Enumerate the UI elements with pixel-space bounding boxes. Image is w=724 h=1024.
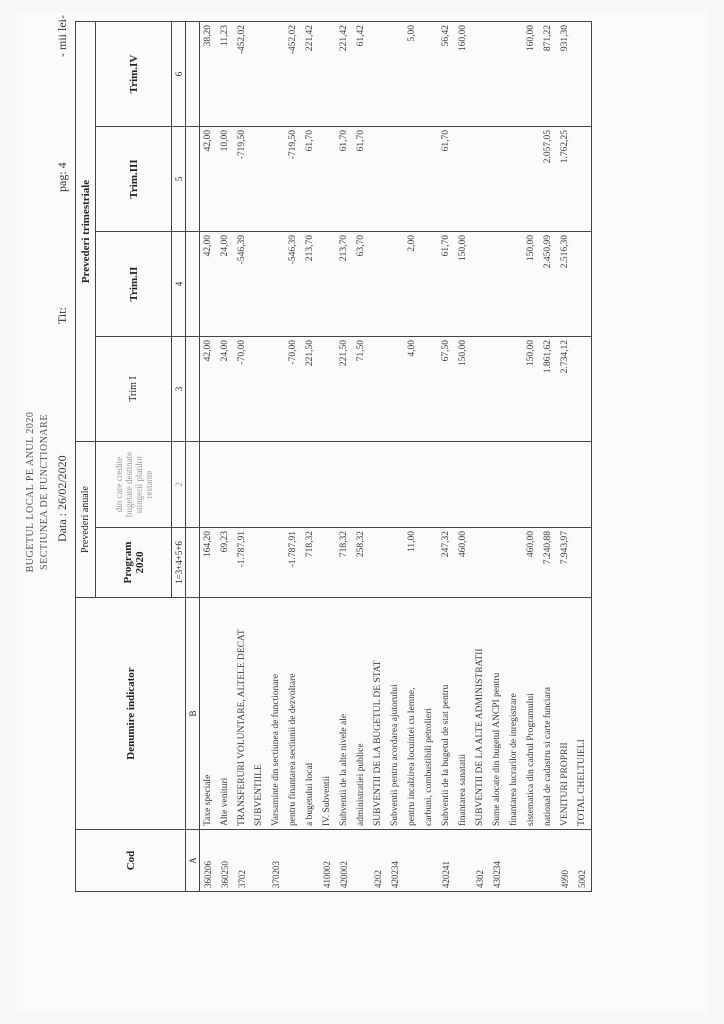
document-date: Data : 26/02/2020 xyxy=(55,455,69,542)
row-code: 4202 xyxy=(370,830,387,892)
row-name: finantarea sanatatii xyxy=(455,598,472,830)
index-4: 4 xyxy=(172,232,186,337)
row-name: Subventii de la alte nivele ale xyxy=(336,598,353,830)
budget-table xyxy=(75,21,592,892)
row-trim4: 160,00 xyxy=(455,22,472,127)
row-trim2: 42,00 xyxy=(200,232,218,337)
row-din-care xyxy=(404,442,421,528)
row-trim2: 2.516,30 xyxy=(557,232,574,337)
row-code: 410002 xyxy=(319,830,336,892)
row-name: Subventii pentru acordarea ajutorului xyxy=(387,598,404,830)
row-trim3: 61,70 xyxy=(302,127,319,232)
row-trim2: 2.450,99 xyxy=(540,232,557,337)
row-program: 460,00 xyxy=(455,528,472,598)
row-trim3 xyxy=(472,127,489,232)
row-din-care xyxy=(557,442,574,528)
row-trim4: 871,22 xyxy=(540,22,557,127)
row-trim2: 2,00 xyxy=(404,232,421,337)
row-trim2: 63,70 xyxy=(353,232,370,337)
table-row xyxy=(438,22,455,892)
row-trim3 xyxy=(319,127,336,232)
row-din-care xyxy=(574,442,592,528)
row-trim3 xyxy=(421,127,438,232)
row-code xyxy=(523,830,540,892)
row-trim1 xyxy=(421,337,438,442)
row-trim2 xyxy=(421,232,438,337)
page-number: pag: 4 xyxy=(55,162,69,192)
row-trim2 xyxy=(472,232,489,337)
table-row xyxy=(455,22,472,892)
index-a: A xyxy=(186,830,200,892)
table-row xyxy=(370,22,387,892)
row-trim3: 42,00 xyxy=(200,127,218,232)
index-b: B xyxy=(186,598,200,830)
row-name: national de cadastru si carte funciara xyxy=(540,598,557,830)
row-code: 360250 xyxy=(217,830,234,892)
document-subtitle: SECTIUNEA DE FUNCTIONARE xyxy=(39,414,50,570)
row-code: 3702 xyxy=(234,830,251,892)
table-row xyxy=(200,22,218,892)
row-trim1: 221,50 xyxy=(302,337,319,442)
row-din-care xyxy=(251,442,268,528)
row-program: 718,32 xyxy=(302,528,319,598)
row-code xyxy=(540,830,557,892)
row-din-care xyxy=(268,442,285,528)
row-trim4: 160,00 xyxy=(523,22,540,127)
row-trim3: 61,70 xyxy=(336,127,353,232)
row-trim4: -452,02 xyxy=(285,22,302,127)
row-code xyxy=(404,830,421,892)
row-program xyxy=(268,528,285,598)
row-name: pentru incalzirea locuintei cu lemne, xyxy=(404,598,421,830)
row-trim4 xyxy=(489,22,506,127)
row-trim3: 10,00 xyxy=(217,127,234,232)
unit-label: - mii lei- xyxy=(55,15,69,57)
row-trim4 xyxy=(251,22,268,127)
row-trim4 xyxy=(268,22,285,127)
row-trim1: 1.861,62 xyxy=(540,337,557,442)
row-name: TRANSFERURI VOLUNTARE, ALTELE DECAT xyxy=(234,598,251,830)
row-trim1: 150,00 xyxy=(455,337,472,442)
row-program xyxy=(370,528,387,598)
row-trim2 xyxy=(387,232,404,337)
budget-page xyxy=(17,12,707,1012)
row-program: -1.787,91 xyxy=(234,528,251,598)
document-title: BUGETUL LOCAL PE ANUL 2020 xyxy=(25,411,36,573)
row-trim3 xyxy=(387,127,404,232)
row-trim1: -70,00 xyxy=(285,337,302,442)
row-trim1: 221,50 xyxy=(336,337,353,442)
table-row xyxy=(540,22,557,892)
row-trim4: 5,00 xyxy=(404,22,421,127)
row-name: administratiei publice xyxy=(353,598,370,830)
table-row xyxy=(523,22,540,892)
row-code xyxy=(353,830,370,892)
row-trim4: 38,20 xyxy=(200,22,218,127)
header-trim1: Trim I xyxy=(96,337,172,442)
row-din-care xyxy=(200,442,218,528)
row-trim3 xyxy=(489,127,506,232)
row-trim3: 1.762,25 xyxy=(557,127,574,232)
row-din-care xyxy=(489,442,506,528)
table-row xyxy=(251,22,268,892)
row-program: 258,32 xyxy=(353,528,370,598)
header-din-care: din care credite bugetare destinate stingerii platilor restante xyxy=(96,442,172,528)
row-program xyxy=(472,528,489,598)
row-trim3 xyxy=(523,127,540,232)
row-name: Subventii de la bugetul de stat pentru xyxy=(438,598,455,830)
table-body xyxy=(200,22,592,892)
row-name: TOTAL CHELTUIELI xyxy=(574,598,592,830)
row-name: Varsaminte din sectiunea de functionare xyxy=(268,598,285,830)
row-trim2 xyxy=(268,232,285,337)
row-trim1 xyxy=(472,337,489,442)
table-row xyxy=(506,22,523,892)
table-row xyxy=(217,22,234,892)
table-row xyxy=(421,22,438,892)
row-trim2: 150,00 xyxy=(523,232,540,337)
row-code: 4990 xyxy=(557,830,574,892)
row-trim4: 221,42 xyxy=(302,22,319,127)
index-5: 5 xyxy=(172,127,186,232)
row-trim1 xyxy=(370,337,387,442)
row-name: Alte venituri xyxy=(217,598,234,830)
row-trim1 xyxy=(268,337,285,442)
row-trim2 xyxy=(319,232,336,337)
row-trim4 xyxy=(387,22,404,127)
row-trim3: -719,50 xyxy=(234,127,251,232)
row-din-care xyxy=(421,442,438,528)
row-program xyxy=(387,528,404,598)
row-code: 430234 xyxy=(489,830,506,892)
row-trim3: 2.057,05 xyxy=(540,127,557,232)
row-name: SUBVENTIILE xyxy=(251,598,268,830)
row-code: 360206 xyxy=(200,830,218,892)
row-din-care xyxy=(336,442,353,528)
row-program xyxy=(251,528,268,598)
table-row xyxy=(302,22,319,892)
row-code: 420234 xyxy=(387,830,404,892)
table-row xyxy=(285,22,302,892)
row-code xyxy=(506,830,523,892)
row-program: 7.240,88 xyxy=(540,528,557,598)
row-name: Taxe speciale xyxy=(200,598,218,830)
header-trim3: Trim.III xyxy=(96,127,172,232)
row-code xyxy=(302,830,319,892)
row-trim4: 61,42 xyxy=(353,22,370,127)
row-trim2: -546,39 xyxy=(285,232,302,337)
row-name: VENITURI PROPRII xyxy=(557,598,574,830)
table-row xyxy=(319,22,336,892)
row-trim3: 61,70 xyxy=(438,127,455,232)
row-trim3 xyxy=(370,127,387,232)
table-row xyxy=(404,22,421,892)
row-trim1 xyxy=(489,337,506,442)
row-code xyxy=(285,830,302,892)
row-trim3 xyxy=(268,127,285,232)
row-din-care xyxy=(370,442,387,528)
row-trim4 xyxy=(574,22,592,127)
row-trim1 xyxy=(251,337,268,442)
row-din-care xyxy=(217,442,234,528)
row-trim3: 61,70 xyxy=(353,127,370,232)
row-trim1 xyxy=(574,337,592,442)
row-trim3: -719,50 xyxy=(285,127,302,232)
row-din-care xyxy=(319,442,336,528)
row-name: pentru finantarea sectiunii de dezvoltare xyxy=(285,598,302,830)
row-code: 420241 xyxy=(438,830,455,892)
row-trim1 xyxy=(506,337,523,442)
row-code: 5002 xyxy=(574,830,592,892)
row-trim3 xyxy=(506,127,523,232)
row-name: carbuni, combustibili petrolieri xyxy=(421,598,438,830)
index-6: 6 xyxy=(172,22,186,127)
row-trim1: 2.734,12 xyxy=(557,337,574,442)
row-program: -1.787,91 xyxy=(285,528,302,598)
row-din-care xyxy=(455,442,472,528)
header-trim2: Trim.II xyxy=(96,232,172,337)
header-trim4: Trim.IV xyxy=(96,22,172,127)
table-row xyxy=(574,22,592,892)
header-prevederi-trimestriale: Prevederi trimestriale xyxy=(76,22,96,442)
row-trim1: 42,00 xyxy=(200,337,218,442)
table-row xyxy=(472,22,489,892)
row-program: 7.943,97 xyxy=(557,528,574,598)
row-trim1: 67,50 xyxy=(438,337,455,442)
row-trim2: -546,39 xyxy=(234,232,251,337)
row-din-care xyxy=(387,442,404,528)
row-trim4 xyxy=(421,22,438,127)
row-trim1: -70,00 xyxy=(234,337,251,442)
row-program: 164,20 xyxy=(200,528,218,598)
row-trim1 xyxy=(319,337,336,442)
row-din-care xyxy=(302,442,319,528)
row-name: IV. Subventii xyxy=(319,598,336,830)
row-din-care xyxy=(285,442,302,528)
row-name: SUBVENTII DE LA ALTE ADMINISTRATII xyxy=(472,598,489,830)
table-row xyxy=(234,22,251,892)
row-program xyxy=(319,528,336,598)
row-din-care xyxy=(523,442,540,528)
row-trim1: 71,50 xyxy=(353,337,370,442)
row-trim4: 931,30 xyxy=(557,22,574,127)
row-name: a bugetului local xyxy=(302,598,319,830)
table-row xyxy=(387,22,404,892)
row-name: sistematica din cadrul Programului xyxy=(523,598,540,830)
table-row xyxy=(268,22,285,892)
row-trim3 xyxy=(574,127,592,232)
row-trim2 xyxy=(370,232,387,337)
row-trim4 xyxy=(506,22,523,127)
row-program: 247,32 xyxy=(438,528,455,598)
row-trim2: 213,70 xyxy=(302,232,319,337)
row-trim2: 150,00 xyxy=(455,232,472,337)
row-program xyxy=(421,528,438,598)
row-din-care xyxy=(540,442,557,528)
row-trim2 xyxy=(574,232,592,337)
row-din-care xyxy=(353,442,370,528)
title-label: Tit: xyxy=(55,307,69,324)
table-row xyxy=(489,22,506,892)
row-trim4 xyxy=(319,22,336,127)
row-din-care xyxy=(472,442,489,528)
header-cod: Cod xyxy=(76,830,186,892)
header-program: Program 2020 xyxy=(96,528,172,598)
row-program: 69,23 xyxy=(217,528,234,598)
row-trim1: 24,00 xyxy=(217,337,234,442)
row-trim2 xyxy=(489,232,506,337)
row-trim3 xyxy=(404,127,421,232)
row-program xyxy=(506,528,523,598)
row-trim4: -452,02 xyxy=(234,22,251,127)
row-program xyxy=(574,528,592,598)
row-program: 11,00 xyxy=(404,528,421,598)
row-din-care xyxy=(438,442,455,528)
row-code xyxy=(251,830,268,892)
table-row xyxy=(353,22,370,892)
index-2: 2 xyxy=(172,442,186,528)
row-trim4 xyxy=(472,22,489,127)
row-code: 370203 xyxy=(268,830,285,892)
row-program: 460,00 xyxy=(523,528,540,598)
header-prevederi-anuale: Prevederi anuale xyxy=(76,442,96,598)
table-row xyxy=(336,22,353,892)
row-din-care xyxy=(506,442,523,528)
row-trim3 xyxy=(455,127,472,232)
row-trim2 xyxy=(251,232,268,337)
row-program: 718,32 xyxy=(336,528,353,598)
row-code: 420002 xyxy=(336,830,353,892)
row-program xyxy=(489,528,506,598)
row-trim4: 221,42 xyxy=(336,22,353,127)
row-trim2: 61,70 xyxy=(438,232,455,337)
row-name: Sume alocate din bugetul ANCPI pentru xyxy=(489,598,506,830)
row-code xyxy=(455,830,472,892)
row-trim2 xyxy=(506,232,523,337)
row-din-care xyxy=(234,442,251,528)
index-1: 1=3+4+5+6 xyxy=(172,528,186,598)
row-trim2: 24,00 xyxy=(217,232,234,337)
row-trim4: 56,42 xyxy=(438,22,455,127)
row-code: 4302 xyxy=(472,830,489,892)
row-trim1 xyxy=(387,337,404,442)
row-name: SUBVENTII DE LA BUGETUL DE STAT xyxy=(370,598,387,830)
header-denumire: Denumire indicator xyxy=(76,598,186,830)
table-row xyxy=(557,22,574,892)
row-trim4: 11,23 xyxy=(217,22,234,127)
row-trim1: 150,00 xyxy=(523,337,540,442)
row-trim2: 213,70 xyxy=(336,232,353,337)
row-code xyxy=(421,830,438,892)
row-trim1: 4,00 xyxy=(404,337,421,442)
row-trim3 xyxy=(251,127,268,232)
row-name: finantarea lucrarilor de inregistrare xyxy=(506,598,523,830)
row-trim4 xyxy=(370,22,387,127)
index-3: 3 xyxy=(172,337,186,442)
